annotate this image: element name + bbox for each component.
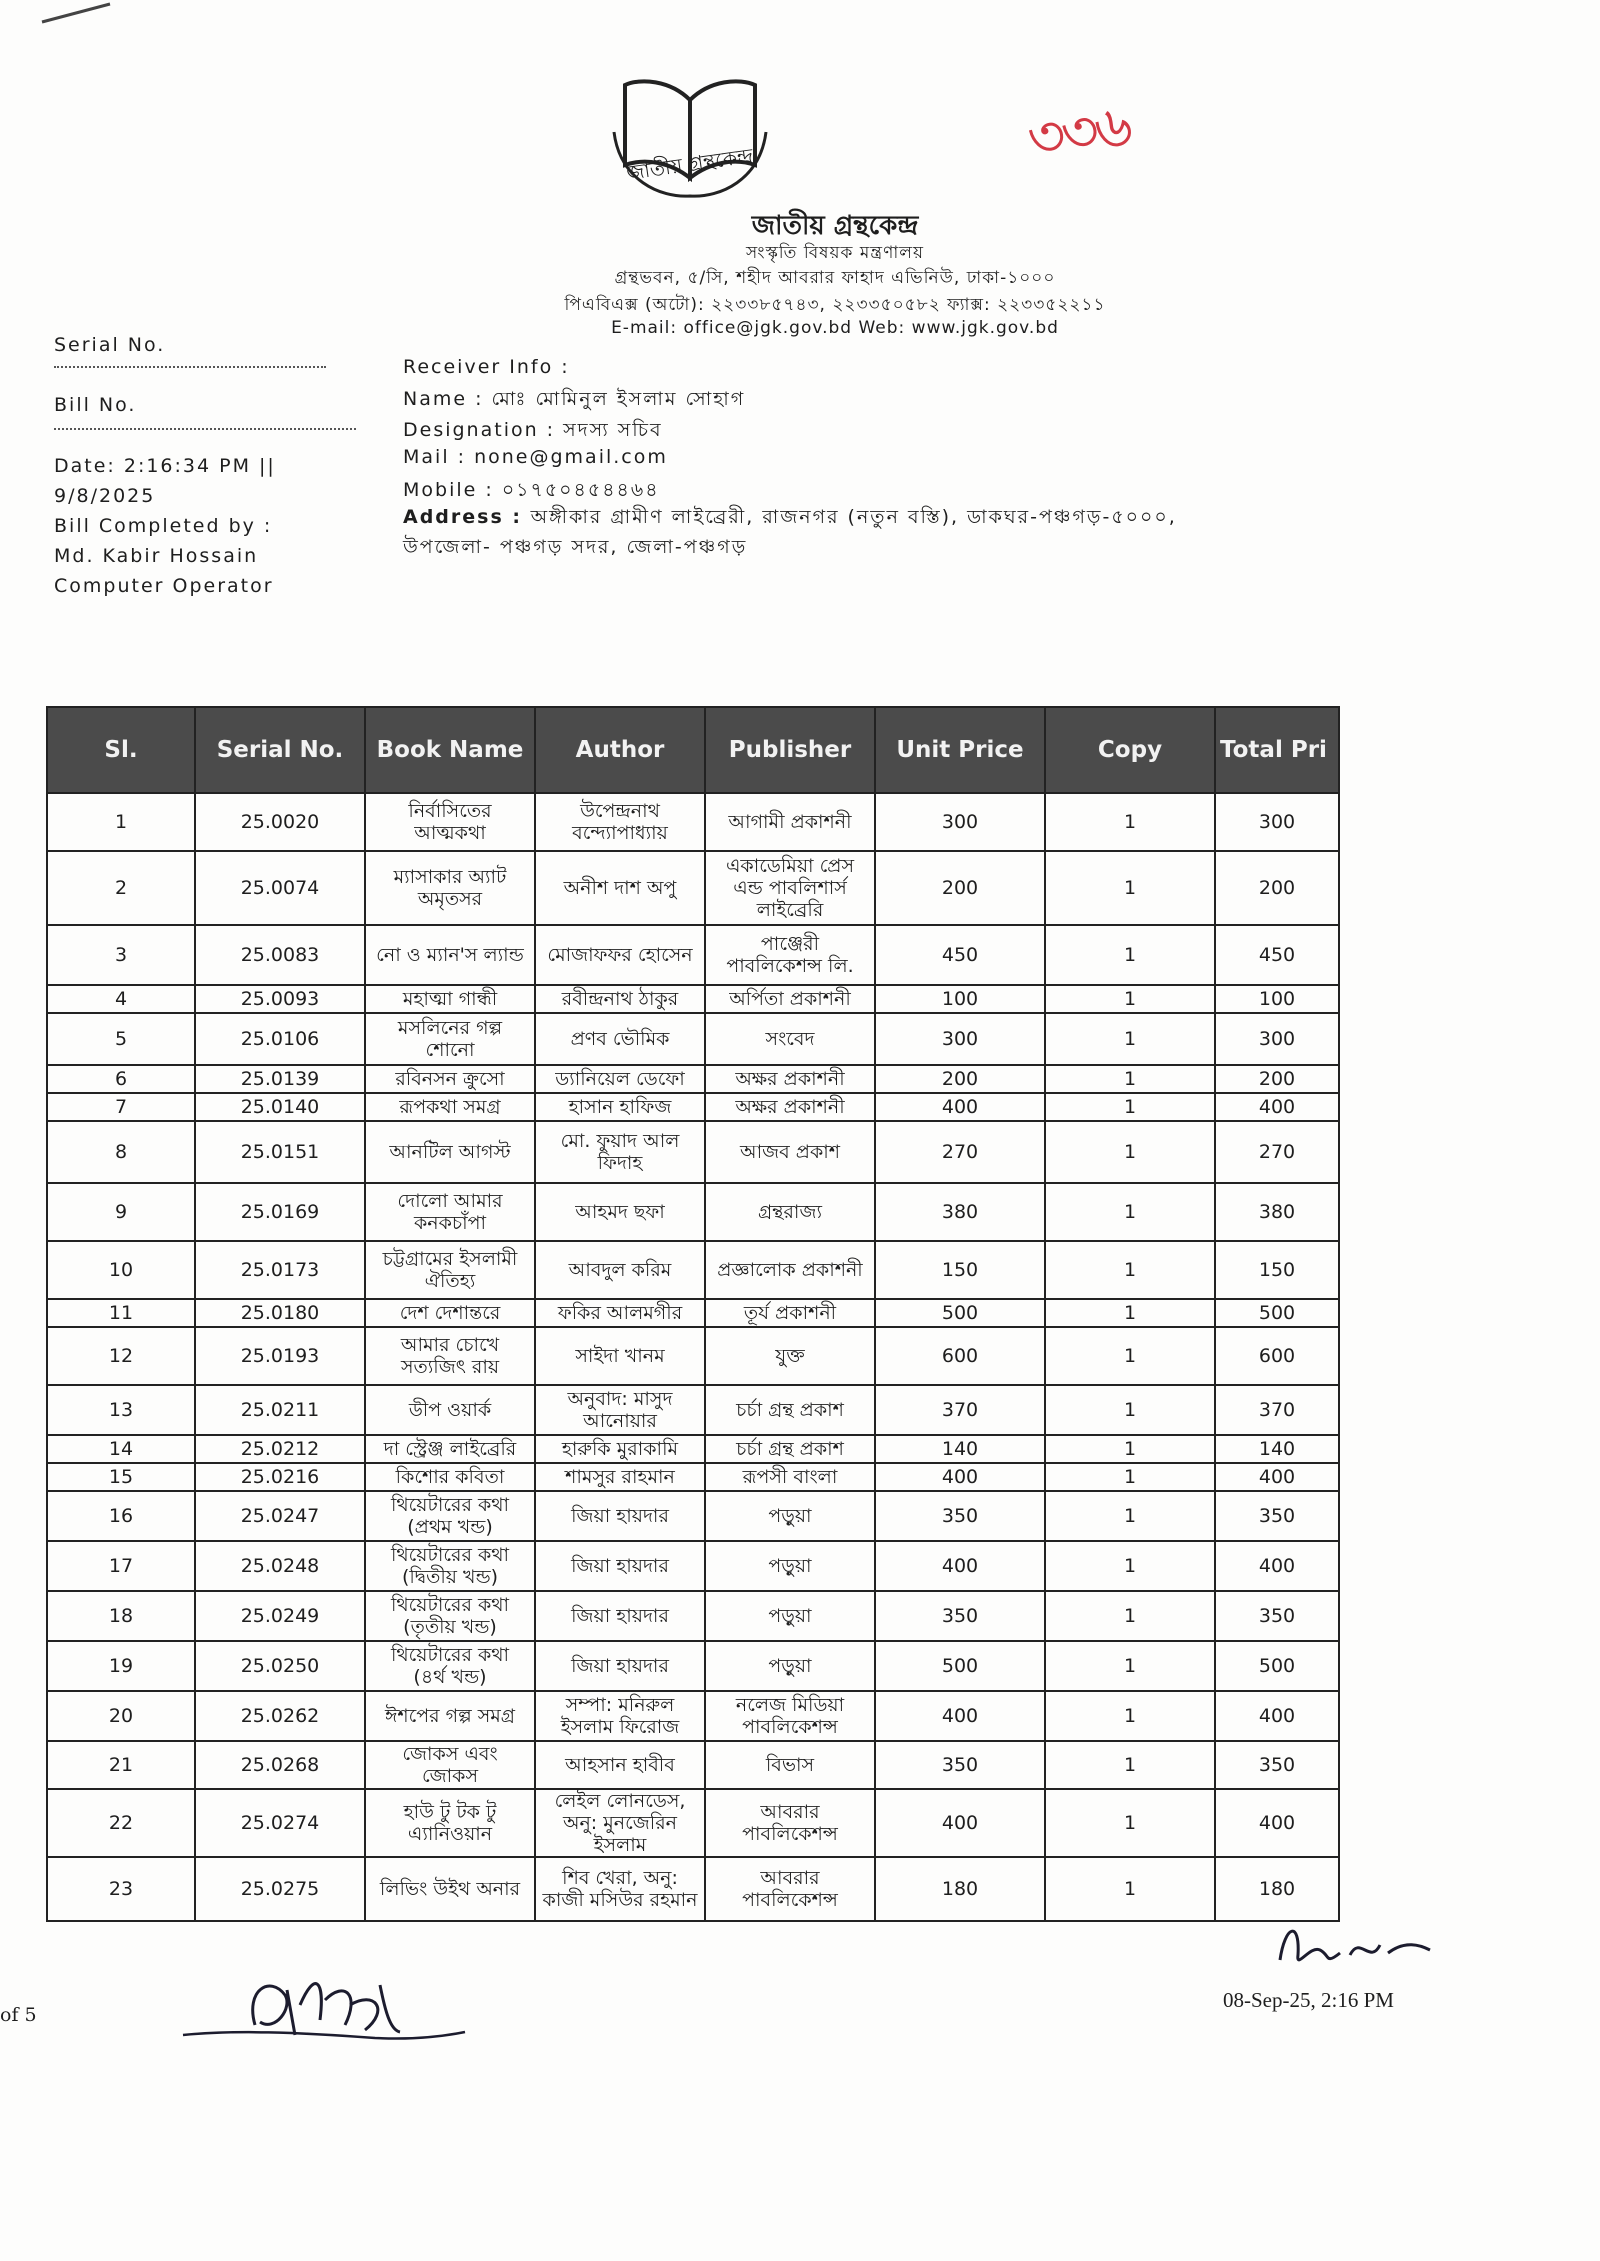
cell-publisher: চর্চা গ্রন্থ প্রকাশ bbox=[705, 1385, 875, 1435]
cell-unit-price: 500 bbox=[875, 1641, 1045, 1691]
receiver-heading: Receiver Info : bbox=[403, 356, 570, 378]
serial-dotted-line bbox=[54, 366, 326, 368]
cell-serial-no: 25.0250 bbox=[195, 1641, 365, 1691]
cell-publisher: রূপসী বাংলা bbox=[705, 1463, 875, 1491]
cell-author: মো. ফুয়াদ আল ফিদাহ bbox=[535, 1121, 705, 1183]
table-row bbox=[47, 1491, 1339, 1541]
cell-sl: 16 bbox=[47, 1491, 195, 1541]
completed-name: Md. Kabir Hossain bbox=[54, 545, 259, 567]
cell-copy: 1 bbox=[1045, 1741, 1215, 1789]
cell-unit-price: 150 bbox=[875, 1241, 1045, 1299]
cell-copy: 1 bbox=[1045, 1789, 1215, 1857]
cell-copy: 1 bbox=[1045, 1691, 1215, 1741]
cell-book-name: রূপকথা সমগ্র bbox=[365, 1093, 535, 1121]
cell-book-name: লিভিং উইথ অনার bbox=[365, 1857, 535, 1921]
cell-sl: 21 bbox=[47, 1741, 195, 1789]
header-book-name: Book Name bbox=[365, 707, 535, 793]
cell-copy: 1 bbox=[1045, 1491, 1215, 1541]
table-row bbox=[47, 1691, 1339, 1741]
cell-sl: 23 bbox=[47, 1857, 195, 1921]
cell-total-price: 270 bbox=[1215, 1121, 1339, 1183]
cell-author: রবীন্দ্রনাথ ঠাকুর bbox=[535, 985, 705, 1013]
table-row bbox=[47, 1013, 1339, 1065]
cell-serial-no: 25.0083 bbox=[195, 925, 365, 985]
cell-unit-price: 200 bbox=[875, 1065, 1045, 1093]
header-author: Author bbox=[535, 707, 705, 793]
cell-serial-no: 25.0212 bbox=[195, 1435, 365, 1463]
cell-author: আহসান হাবীব bbox=[535, 1741, 705, 1789]
cell-author: ড্যানিয়েল ডেফো bbox=[535, 1065, 705, 1093]
cell-author: জিয়া হায়দার bbox=[535, 1491, 705, 1541]
cell-copy: 1 bbox=[1045, 793, 1215, 851]
header-unit-price: Unit Price bbox=[875, 707, 1045, 793]
cell-unit-price: 400 bbox=[875, 1789, 1045, 1857]
receiver-address-row bbox=[403, 503, 1177, 535]
cell-publisher: পড়ুয়া bbox=[705, 1641, 875, 1691]
cell-copy: 1 bbox=[1045, 1385, 1215, 1435]
signature-left bbox=[175, 1950, 475, 2060]
table-row bbox=[47, 1299, 1339, 1327]
cell-publisher: আবরার পাবলিকেশন্স bbox=[705, 1789, 875, 1857]
logo-caption: জাতীয় গ্রন্থকেন্দ্র bbox=[624, 143, 755, 185]
cell-serial-no: 25.0093 bbox=[195, 985, 365, 1013]
cell-total-price: 100 bbox=[1215, 985, 1339, 1013]
table-row bbox=[47, 1241, 1339, 1299]
cell-copy: 1 bbox=[1045, 1541, 1215, 1591]
cell-publisher: অর্পিতা প্রকাশনী bbox=[705, 985, 875, 1013]
receiver-designation-label: Designation : bbox=[403, 419, 564, 441]
cell-total-price: 400 bbox=[1215, 1691, 1339, 1741]
table-row bbox=[47, 985, 1339, 1013]
header-publisher: Publisher bbox=[705, 707, 875, 793]
table-row bbox=[47, 1121, 1339, 1183]
table-row bbox=[47, 1385, 1339, 1435]
table-row bbox=[47, 1183, 1339, 1241]
cell-book-name: জোকস এবং জোকস bbox=[365, 1741, 535, 1789]
table-row bbox=[47, 851, 1339, 925]
completed-role: Computer Operator bbox=[54, 575, 274, 597]
cell-book-name: মসলিনের গল্প শোনো bbox=[365, 1013, 535, 1065]
cell-sl: 7 bbox=[47, 1093, 195, 1121]
cell-total-price: 400 bbox=[1215, 1789, 1339, 1857]
receiver-address-line-2: উপজেলা- পঞ্চগড় সদর, জেলা-পঞ্চগড় bbox=[403, 536, 748, 558]
cell-unit-price: 400 bbox=[875, 1463, 1045, 1491]
cell-publisher: আজব প্রকাশ bbox=[705, 1121, 875, 1183]
cell-unit-price: 270 bbox=[875, 1121, 1045, 1183]
cell-book-name: নির্বাসিতের আত্মকথা bbox=[365, 793, 535, 851]
cell-sl: 19 bbox=[47, 1641, 195, 1691]
timestamp: 08-Sep-25, 2:16 PM bbox=[1223, 1988, 1394, 2012]
cell-author: শামসুর রাহমান bbox=[535, 1463, 705, 1491]
cell-author: প্রণব ভৌমিক bbox=[535, 1013, 705, 1065]
header-sl: Sl. bbox=[47, 707, 195, 793]
cell-copy: 1 bbox=[1045, 1183, 1215, 1241]
cell-book-name: নো ও ম্যান'স ল্যান্ড bbox=[365, 925, 535, 985]
table-row bbox=[47, 1857, 1339, 1921]
cell-book-name: মহাত্মা গান্ধী bbox=[365, 985, 535, 1013]
cell-serial-no: 25.0274 bbox=[195, 1789, 365, 1857]
cell-copy: 1 bbox=[1045, 1013, 1215, 1065]
cell-total-price: 350 bbox=[1215, 1491, 1339, 1541]
cell-unit-price: 350 bbox=[875, 1591, 1045, 1641]
cell-unit-price: 200 bbox=[875, 851, 1045, 925]
table-row bbox=[47, 1093, 1339, 1121]
cell-publisher: নলেজ মিডিয়া পাবলিকেশন্স bbox=[705, 1691, 875, 1741]
address-line: গ্রন্থভবন, ৫/সি, শহীদ আবরার ফাহাদ এভিনিউ, ঢাকা-১০০০ bbox=[614, 268, 1056, 288]
cell-serial-no: 25.0193 bbox=[195, 1327, 365, 1385]
cell-copy: 1 bbox=[1045, 1299, 1215, 1327]
cell-total-price: 300 bbox=[1215, 1013, 1339, 1065]
corner-pen-mark bbox=[40, 0, 120, 30]
cell-copy: 1 bbox=[1045, 1093, 1215, 1121]
cell-sl: 18 bbox=[47, 1591, 195, 1641]
cell-copy: 1 bbox=[1045, 925, 1215, 985]
cell-unit-price: 380 bbox=[875, 1183, 1045, 1241]
cell-unit-price: 140 bbox=[875, 1435, 1045, 1463]
cell-publisher: আবরার পাবলিকেশন্স bbox=[705, 1857, 875, 1921]
cell-sl: 3 bbox=[47, 925, 195, 985]
cell-serial-no: 25.0140 bbox=[195, 1093, 365, 1121]
cell-author: ফকির আলমগীর bbox=[535, 1299, 705, 1327]
table-row bbox=[47, 793, 1339, 851]
table-row bbox=[47, 1541, 1339, 1591]
cell-total-price: 400 bbox=[1215, 1463, 1339, 1491]
cell-serial-no: 25.0169 bbox=[195, 1183, 365, 1241]
cell-total-price: 350 bbox=[1215, 1741, 1339, 1789]
cell-book-name: থিয়েটারের কথা (দ্বিতীয় খন্ড) bbox=[365, 1541, 535, 1591]
cell-sl: 4 bbox=[47, 985, 195, 1013]
cell-sl: 17 bbox=[47, 1541, 195, 1591]
receiver-mail-label: Mail : bbox=[403, 446, 475, 468]
receiver-mobile-label: Mobile : bbox=[403, 479, 502, 501]
cell-unit-price: 400 bbox=[875, 1541, 1045, 1591]
cell-copy: 1 bbox=[1045, 1065, 1215, 1093]
cell-book-name: দা স্ট্রেঞ্জ লাইব্রেরি bbox=[365, 1435, 535, 1463]
cell-serial-no: 25.0248 bbox=[195, 1541, 365, 1591]
receiver-mobile: ০১৭৫০৪৫৪৪৬৪ bbox=[501, 479, 660, 501]
ministry-line: সংস্কৃতি বিষয়ক মন্ত্রণালয় bbox=[746, 243, 924, 263]
cell-book-name: চট্টগ্রামের ইসলামী ঐতিহ্য bbox=[365, 1241, 535, 1299]
cell-publisher: অক্ষর প্রকাশনী bbox=[705, 1093, 875, 1121]
receiver-mail: none@gmail.com bbox=[474, 446, 668, 468]
cell-total-price: 200 bbox=[1215, 1065, 1339, 1093]
cell-author: জিয়া হায়দার bbox=[535, 1591, 705, 1641]
cell-unit-price: 370 bbox=[875, 1385, 1045, 1435]
cell-serial-no: 25.0247 bbox=[195, 1491, 365, 1541]
cell-book-name: রবিনসন ক্রুসো bbox=[365, 1065, 535, 1093]
cell-total-price: 450 bbox=[1215, 925, 1339, 985]
cell-unit-price: 400 bbox=[875, 1093, 1045, 1121]
cell-author: লেইল লোনডেস, অনু: মুনজেরিন ইসলাম bbox=[535, 1789, 705, 1857]
cell-total-price: 180 bbox=[1215, 1857, 1339, 1921]
cell-author: উপেন্দ্রনাথ বন্দ্যোপাধ্যায় bbox=[535, 793, 705, 851]
table-row bbox=[47, 1591, 1339, 1641]
cell-total-price: 500 bbox=[1215, 1299, 1339, 1327]
cell-serial-no: 25.0139 bbox=[195, 1065, 365, 1093]
cell-book-name: আমার চোখে সত্যজিৎ রায় bbox=[365, 1327, 535, 1385]
cell-book-name: থিয়েটারের কথা (৪র্থ খন্ড) bbox=[365, 1641, 535, 1691]
cell-sl: 9 bbox=[47, 1183, 195, 1241]
receiver-name-label: Name : bbox=[403, 388, 492, 410]
cell-total-price: 200 bbox=[1215, 851, 1339, 925]
cell-sl: 2 bbox=[47, 851, 195, 925]
cell-total-price: 400 bbox=[1215, 1541, 1339, 1591]
serial-label: Serial No. bbox=[54, 334, 166, 356]
cell-total-price: 600 bbox=[1215, 1327, 1339, 1385]
phone-line: পিএবিএক্স (অটো): ২২৩৩৮৫৭৪৩, ২২৩৩৫০৫৮২ ফ্যাক্স: ২২৩৩৫২২১১ bbox=[564, 295, 1106, 315]
cell-copy: 1 bbox=[1045, 851, 1215, 925]
table-row bbox=[47, 1327, 1339, 1385]
table-header-row bbox=[47, 707, 1339, 793]
cell-publisher: একাডেমিয়া প্রেস এন্ড পাবলিশার্স লাইব্রেরি bbox=[705, 851, 875, 925]
cell-publisher: পড়ুয়া bbox=[705, 1591, 875, 1641]
cell-book-name: হাউ টু টক টু এ্যানিওয়ান bbox=[365, 1789, 535, 1857]
table-row bbox=[47, 925, 1339, 985]
cell-publisher: যুক্ত bbox=[705, 1327, 875, 1385]
date-line-1: Date: 2:16:34 PM || bbox=[54, 455, 276, 477]
cell-total-price: 380 bbox=[1215, 1183, 1339, 1241]
table-row bbox=[47, 1065, 1339, 1093]
cell-copy: 1 bbox=[1045, 1591, 1215, 1641]
cell-book-name: ঈশপের গল্প সমগ্র bbox=[365, 1691, 535, 1741]
cell-sl: 22 bbox=[47, 1789, 195, 1857]
cell-serial-no: 25.0216 bbox=[195, 1463, 365, 1491]
cell-publisher: পড়ুয়া bbox=[705, 1541, 875, 1591]
cell-copy: 1 bbox=[1045, 1121, 1215, 1183]
cell-serial-no: 25.0074 bbox=[195, 851, 365, 925]
cell-sl: 1 bbox=[47, 793, 195, 851]
cell-author: সাইদা খানম bbox=[535, 1327, 705, 1385]
cell-serial-no: 25.0249 bbox=[195, 1591, 365, 1641]
table-row bbox=[47, 1641, 1339, 1691]
cell-copy: 1 bbox=[1045, 985, 1215, 1013]
cell-copy: 1 bbox=[1045, 1463, 1215, 1491]
cell-author: জিয়া হায়দার bbox=[535, 1641, 705, 1691]
cell-sl: 15 bbox=[47, 1463, 195, 1491]
cell-publisher: পড়ুয়া bbox=[705, 1491, 875, 1541]
organization-name: জাতীয় গ্রন্থকেন্দ্র bbox=[751, 211, 919, 241]
receiver-designation-row bbox=[403, 416, 663, 448]
cell-sl: 14 bbox=[47, 1435, 195, 1463]
cell-publisher: অক্ষর প্রকাশনী bbox=[705, 1065, 875, 1093]
cell-author: জিয়া হায়দার bbox=[535, 1541, 705, 1591]
cell-total-price: 300 bbox=[1215, 793, 1339, 851]
receiver-address-line-1: অঙ্গীকার গ্রামীণ লাইব্রেরী, রাজনগর (নতুন বস্তি), ডাকঘর-পঞ্চগড়-৫০০০, bbox=[530, 506, 1177, 528]
cell-sl: 12 bbox=[47, 1327, 195, 1385]
cell-copy: 1 bbox=[1045, 1435, 1215, 1463]
cell-publisher: বিভাস bbox=[705, 1741, 875, 1789]
cell-total-price: 370 bbox=[1215, 1385, 1339, 1435]
cell-serial-no: 25.0151 bbox=[195, 1121, 365, 1183]
cell-serial-no: 25.0020 bbox=[195, 793, 365, 851]
cell-publisher: পাঞ্জেরী পাবলিকেশন্স লি. bbox=[705, 925, 875, 985]
books-table bbox=[46, 706, 1340, 1922]
handwritten-number: ৩৩৬ bbox=[1023, 91, 1133, 173]
header-serial-no: Serial No. bbox=[195, 707, 365, 793]
cell-unit-price: 400 bbox=[875, 1691, 1045, 1741]
bill-label: Bill No. bbox=[54, 394, 137, 416]
cell-publisher: তূর্য প্রকাশনী bbox=[705, 1299, 875, 1327]
cell-publisher: প্রজ্ঞালোক প্রকাশনী bbox=[705, 1241, 875, 1299]
header-copy: Copy bbox=[1045, 707, 1215, 793]
cell-book-name: আনটিল আগস্ট bbox=[365, 1121, 535, 1183]
cell-unit-price: 450 bbox=[875, 925, 1045, 985]
cell-total-price: 140 bbox=[1215, 1435, 1339, 1463]
cell-book-name: ডীপ ওয়ার্ক bbox=[365, 1385, 535, 1435]
cell-copy: 1 bbox=[1045, 1857, 1215, 1921]
email-web-line: E-mail: office@jgk.gov.bd Web: www.jgk.gov.bd bbox=[611, 318, 1059, 338]
cell-unit-price: 600 bbox=[875, 1327, 1045, 1385]
table-row bbox=[47, 1463, 1339, 1491]
cell-author: অনুবাদ: মাসুদ আনোয়ার bbox=[535, 1385, 705, 1435]
cell-sl: 20 bbox=[47, 1691, 195, 1741]
cell-author: অনীশ দাশ অপু bbox=[535, 851, 705, 925]
cell-serial-no: 25.0268 bbox=[195, 1741, 365, 1789]
receiver-mail-row bbox=[403, 446, 668, 468]
date-line-2: 9/8/2025 bbox=[54, 485, 156, 507]
completed-label: Bill Completed by : bbox=[54, 515, 273, 537]
cell-serial-no: 25.0106 bbox=[195, 1013, 365, 1065]
cell-unit-price: 500 bbox=[875, 1299, 1045, 1327]
bill-dotted-line bbox=[54, 428, 356, 430]
cell-book-name: দেশ দেশান্তরে bbox=[365, 1299, 535, 1327]
cell-author: হাসান হাফিজ bbox=[535, 1093, 705, 1121]
page-indicator: of 5 bbox=[0, 2004, 37, 2026]
cell-serial-no: 25.0275 bbox=[195, 1857, 365, 1921]
cell-sl: 13 bbox=[47, 1385, 195, 1435]
cell-copy: 1 bbox=[1045, 1241, 1215, 1299]
cell-publisher: সংবেদ bbox=[705, 1013, 875, 1065]
receiver-name-row bbox=[403, 385, 745, 417]
cell-author: শিব খেরা, অনু: কাজী মসিউর রহমান bbox=[535, 1857, 705, 1921]
table-row bbox=[47, 1741, 1339, 1789]
cell-sl: 6 bbox=[47, 1065, 195, 1093]
cell-copy: 1 bbox=[1045, 1327, 1215, 1385]
cell-author: মোজাফফর হোসেন bbox=[535, 925, 705, 985]
receiver-designation: সদস্য সচিব bbox=[563, 419, 663, 441]
receiver-name: মোঃ মোমিনুল ইসলাম সোহাগ bbox=[491, 388, 746, 410]
cell-sl: 11 bbox=[47, 1299, 195, 1327]
cell-unit-price: 300 bbox=[875, 1013, 1045, 1065]
cell-book-name: থিয়েটারের কথা (তৃতীয় খন্ড) bbox=[365, 1591, 535, 1641]
cell-unit-price: 350 bbox=[875, 1741, 1045, 1789]
cell-publisher: আগামী প্রকাশনী bbox=[705, 793, 875, 851]
cell-sl: 8 bbox=[47, 1121, 195, 1183]
cell-book-name: দোলো আমার কনকচাঁপা bbox=[365, 1183, 535, 1241]
cell-total-price: 500 bbox=[1215, 1641, 1339, 1691]
cell-publisher: চর্চা গ্রন্থ প্রকাশ bbox=[705, 1435, 875, 1463]
cell-sl: 10 bbox=[47, 1241, 195, 1299]
cell-book-name: ম্যাসাকার অ্যাট অমৃতসর bbox=[365, 851, 535, 925]
table-row bbox=[47, 1789, 1339, 1857]
cell-copy: 1 bbox=[1045, 1641, 1215, 1691]
cell-total-price: 400 bbox=[1215, 1093, 1339, 1121]
cell-unit-price: 300 bbox=[875, 793, 1045, 851]
cell-author: সম্পা: মনিরুল ইসলাম ফিরোজ bbox=[535, 1691, 705, 1741]
cell-serial-no: 25.0211 bbox=[195, 1385, 365, 1435]
cell-author: আহমদ ছফা bbox=[535, 1183, 705, 1241]
signature-right bbox=[1270, 1915, 1440, 1975]
cell-total-price: 150 bbox=[1215, 1241, 1339, 1299]
cell-unit-price: 100 bbox=[875, 985, 1045, 1013]
cell-publisher: গ্রন্থরাজ্য bbox=[705, 1183, 875, 1241]
table-row bbox=[47, 1435, 1339, 1463]
cell-sl: 5 bbox=[47, 1013, 195, 1065]
cell-book-name: কিশোর কবিতা bbox=[365, 1463, 535, 1491]
cell-serial-no: 25.0173 bbox=[195, 1241, 365, 1299]
receiver-address-label: Address : bbox=[403, 506, 531, 528]
cell-unit-price: 180 bbox=[875, 1857, 1045, 1921]
header-total-price: Total Pri bbox=[1215, 707, 1339, 793]
cell-unit-price: 350 bbox=[875, 1491, 1045, 1541]
cell-book-name: থিয়েটারের কথা (প্রথম খন্ড) bbox=[365, 1491, 535, 1541]
books-table-body bbox=[47, 793, 1339, 1921]
cell-serial-no: 25.0180 bbox=[195, 1299, 365, 1327]
cell-author: হারুকি মুরাকামি bbox=[535, 1435, 705, 1463]
cell-serial-no: 25.0262 bbox=[195, 1691, 365, 1741]
cell-total-price: 350 bbox=[1215, 1591, 1339, 1641]
cell-author: আবদুল করিম bbox=[535, 1241, 705, 1299]
